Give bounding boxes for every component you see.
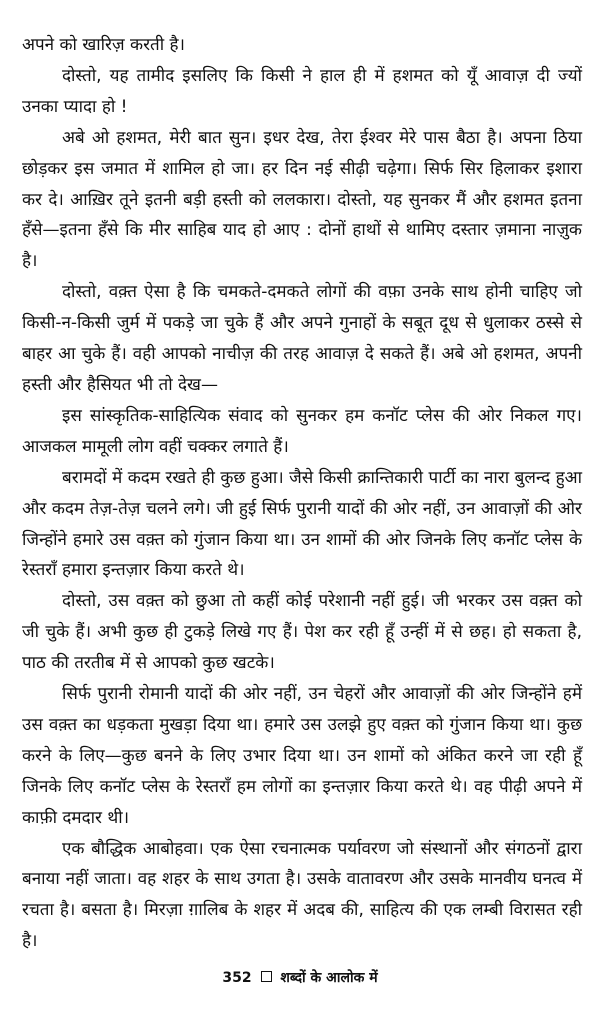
body-text	[22, 30, 582, 957]
square-separator-icon	[261, 971, 272, 982]
page-footer	[0, 968, 600, 987]
paragraph: सिर्फ पुरानी रोमानी यादों की ओर नहीं, उन चेहरों और आवाज़ों की ओर जिन्होंने हमें उस वक़्त का धड़कता मुखड़ा दिया था। हमारे उस उलझे हुए वक़्त को गुंजान किया था। कुछ करने के लिए—कुछ बनने के लिए उभार दिया था। उन शामों को अंकित करने जा रही हूँ जिनके लिए कनॉट प्लेस के रेस्तराँ हम लोगों का इन्तज़ार किया करते थे। वह पीढ़ी अपने में काफ़ी दमदार थी।	[22, 684, 582, 828]
paragraph: दोस्तो, उस वक़्त को छुआ तो कहीं कोई परेशानी नहीं हुई। जी भरकर उस वक़्त को जी चुके हैं। अभी कुछ ही टुकड़े लिखे गए हैं। पेश कर रही हूँ उन्हीं में से छह। हो सकता है, पाठ की तरतीब में से आपको कुछ खटके।	[22, 591, 582, 674]
paragraph: दोस्तो, वक़्त ऐसा है कि चमकते-दमकते लोगों की वफ़ा उनके साथ होनी चाहिए जो किसी-न-किसी जुर्म में पकड़े जा चुके हैं और अपने गुनाहों के सबूत दूध से धुलाकर ठस्से से बाहर आ चुके हैं। वही आपको नाचीज़ की तरह आवाज़ दे सकते हैं। अबे ओ हशमत, अपनी हस्ती और हैसियत भी तो देख—	[22, 282, 582, 395]
paragraph: अबे ओ हशमत, मेरी बात सुन। इधर देख, तेरा ईश्वर मेरे पास बैठा है। अपना ठिया छोड़कर इस जमात में शामिल हो जा। हर दिन नई सीढ़ी चढ़ेगा। सिर्फ सिर हिलाकर इशारा कर दे। आख़िर तूने इतनी बड़ी हस्ती को ललकारा। दोस्तो, यह सुनकर मैं और हशमत इतना हँसे—इतना हँसे कि मीर साहिब याद हो आए : दोनों हाथों से थामिए दस्तार ज़माना नाज़ुक है।	[22, 127, 582, 272]
paragraph: इस सांस्कृतिक-साहित्यिक संवाद को सुनकर हम कनॉट प्लेस की ओर निकल गए। आजकल मामूली लोग वहीं चक्कर लगाते हैं।	[22, 405, 582, 457]
book-title: शब्दों के आलोक में	[280, 970, 378, 986]
page-number: 352	[222, 970, 252, 986]
paragraph: बरामदों में कदम रखते ही कुछ हुआ। जैसे किसी क्रान्तिकारी पार्टी का नारा बुलन्द हुआ और कदम तेज़-तेज़ चलने लगे। जी हुई सिर्फ पुरानी यादों की ओर नहीं, उन आवाज़ों की ओर जिन्होंने हमारे उस वक़्त को गुंजान किया था। उन शामों की ओर जिनके लिए कनॉट प्लेस के रेस्तराँ हमारा इन्तज़ार किया करते थे।	[22, 467, 582, 581]
paragraph: एक बौद्धिक आबोहवा। एक ऐसा रचनात्मक पर्यावरण जो संस्थानों और संगठनों द्वारा बनाया नहीं जाता। वह शहर के साथ उगता है। उसके वातावरण और उसके मानवीय घनत्व में रचता है। बसता है। मिरज़ा ग़ालिब के शहर में अदब की, साहित्य की एक लम्बी विरासत रही है।	[22, 838, 582, 952]
paragraph-continuation: अपने को खारिज़ करती है।	[22, 35, 186, 55]
paragraph: दोस्तो, यह तामीद इसलिए कि किसी ने हाल ही में हशमत को यूँ आवाज़ दी ज्यों उनका प्यादा हो !	[22, 65, 582, 117]
